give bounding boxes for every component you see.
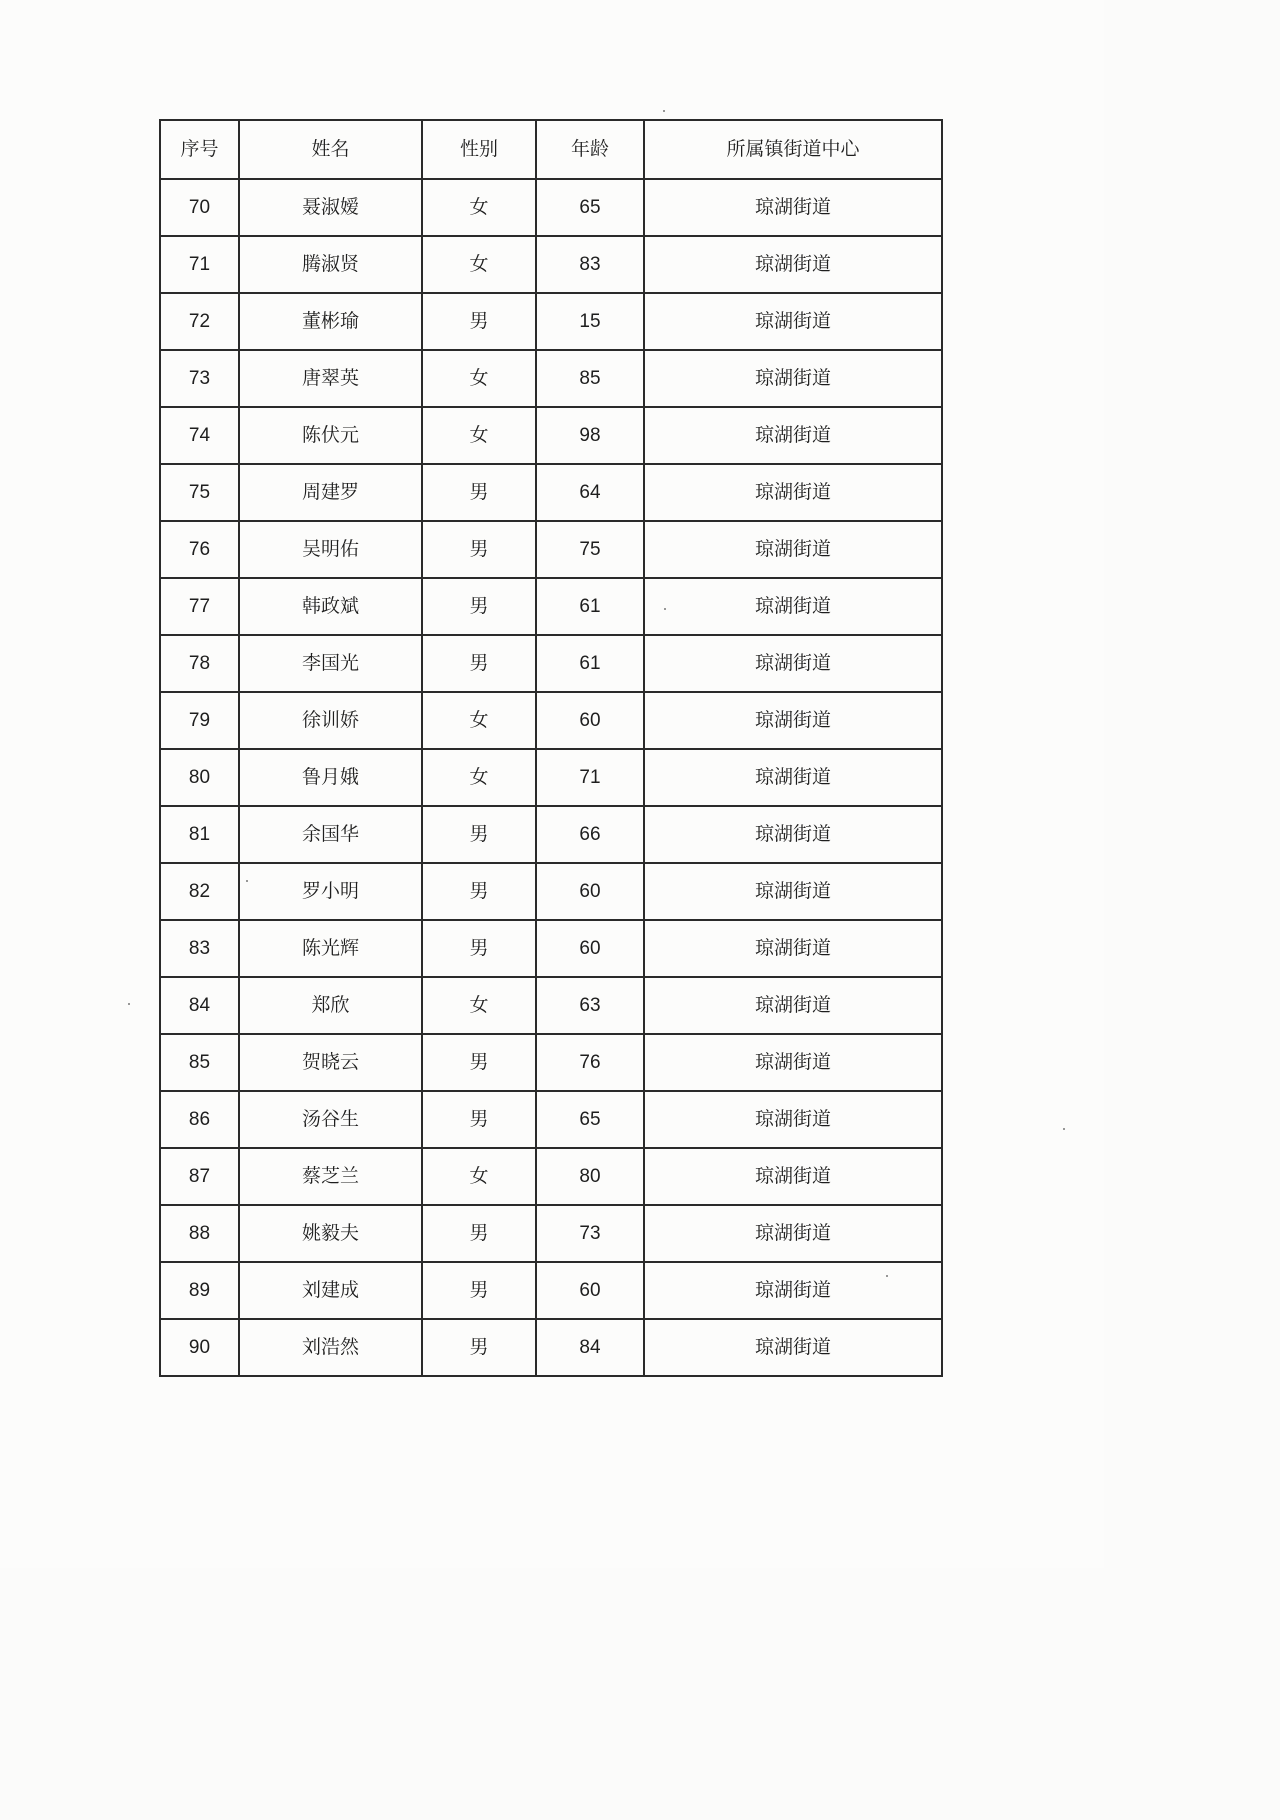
cell-gender: 女: [422, 236, 536, 293]
table-row: [160, 635, 942, 692]
table-row: [160, 1205, 942, 1262]
table-row: [160, 1262, 942, 1319]
cell-seq: 70: [160, 179, 239, 236]
cell-age: 75: [536, 521, 644, 578]
cell-seq: 75: [160, 464, 239, 521]
cell-street-center: 琼湖街道: [644, 806, 942, 863]
header-row: [160, 120, 942, 179]
cell-name: 蔡芝兰: [239, 1148, 422, 1205]
cell-street-center: 琼湖街道: [644, 350, 942, 407]
table-row: [160, 407, 942, 464]
cell-name: 姚毅夫: [239, 1205, 422, 1262]
cell-name: 董彬瑜: [239, 293, 422, 350]
table-row: [160, 293, 942, 350]
table-row: [160, 1319, 942, 1376]
cell-name: 陈光辉: [239, 920, 422, 977]
column-header-age: 年龄: [536, 120, 644, 179]
cell-age: 76: [536, 1034, 644, 1091]
cell-age: 60: [536, 920, 644, 977]
cell-seq: 84: [160, 977, 239, 1034]
cell-name: 吴明佑: [239, 521, 422, 578]
cell-seq: 76: [160, 521, 239, 578]
cell-street-center: 琼湖街道: [644, 179, 942, 236]
cell-street-center: 琼湖街道: [644, 1034, 942, 1091]
cell-gender: 男: [422, 806, 536, 863]
cell-age: 71: [536, 749, 644, 806]
cell-name: 李国光: [239, 635, 422, 692]
cell-gender: 女: [422, 977, 536, 1034]
cell-age: 61: [536, 635, 644, 692]
cell-gender: 男: [422, 1319, 536, 1376]
cell-seq: 80: [160, 749, 239, 806]
cell-age: 80: [536, 1148, 644, 1205]
table-row: [160, 179, 942, 236]
cell-seq: 73: [160, 350, 239, 407]
cell-street-center: 琼湖街道: [644, 635, 942, 692]
cell-age: 73: [536, 1205, 644, 1262]
cell-name: 郑欣: [239, 977, 422, 1034]
table-body: [160, 179, 942, 1376]
cell-gender: 男: [422, 1262, 536, 1319]
cell-name: 腾淑贤: [239, 236, 422, 293]
cell-gender: 男: [422, 464, 536, 521]
cell-street-center: 琼湖街道: [644, 1319, 942, 1376]
cell-seq: 82: [160, 863, 239, 920]
column-header-name: 姓名: [239, 120, 422, 179]
cell-age: 61: [536, 578, 644, 635]
cell-age: 85: [536, 350, 644, 407]
cell-gender: 女: [422, 179, 536, 236]
cell-age: 64: [536, 464, 644, 521]
table-row: [160, 350, 942, 407]
cell-age: 84: [536, 1319, 644, 1376]
cell-street-center: 琼湖街道: [644, 863, 942, 920]
cell-seq: 77: [160, 578, 239, 635]
cell-gender: 男: [422, 1091, 536, 1148]
cell-gender: 女: [422, 350, 536, 407]
cell-street-center: 琼湖街道: [644, 1148, 942, 1205]
table-row: [160, 236, 942, 293]
table-header: [160, 120, 942, 179]
cell-gender: 男: [422, 521, 536, 578]
cell-age: 60: [536, 692, 644, 749]
cell-name: 韩政斌: [239, 578, 422, 635]
table-row: [160, 920, 942, 977]
table-row: [160, 464, 942, 521]
cell-name: 徐训娇: [239, 692, 422, 749]
cell-seq: 79: [160, 692, 239, 749]
cell-street-center: 琼湖街道: [644, 692, 942, 749]
cell-street-center: 琼湖街道: [644, 236, 942, 293]
cell-street-center: 琼湖街道: [644, 749, 942, 806]
cell-street-center: 琼湖街道: [644, 1262, 942, 1319]
cell-gender: 男: [422, 635, 536, 692]
cell-name: 鲁月娥: [239, 749, 422, 806]
cell-street-center: 琼湖街道: [644, 1091, 942, 1148]
cell-street-center: 琼湖街道: [644, 977, 942, 1034]
cell-name: 刘浩然: [239, 1319, 422, 1376]
cell-seq: 81: [160, 806, 239, 863]
cell-age: 66: [536, 806, 644, 863]
cell-name: 余国华: [239, 806, 422, 863]
cell-seq: 74: [160, 407, 239, 464]
cell-name: 刘建成: [239, 1262, 422, 1319]
table-row: [160, 578, 942, 635]
table-row: [160, 749, 942, 806]
table-row: [160, 692, 942, 749]
cell-age: 15: [536, 293, 644, 350]
cell-age: 65: [536, 1091, 644, 1148]
cell-gender: 男: [422, 1205, 536, 1262]
cell-age: 98: [536, 407, 644, 464]
cell-gender: 男: [422, 293, 536, 350]
table-row: [160, 863, 942, 920]
cell-gender: 女: [422, 692, 536, 749]
cell-name: 汤谷生: [239, 1091, 422, 1148]
cell-name: 周建罗: [239, 464, 422, 521]
scan-speck: [1063, 1128, 1065, 1130]
scan-speck: [663, 110, 665, 112]
table-row: [160, 1091, 942, 1148]
cell-name: 罗小明: [239, 863, 422, 920]
cell-street-center: 琼湖街道: [644, 1205, 942, 1262]
cell-street-center: 琼湖街道: [644, 464, 942, 521]
cell-seq: 86: [160, 1091, 239, 1148]
table-row: [160, 1148, 942, 1205]
cell-seq: 72: [160, 293, 239, 350]
cell-name: 贺晓云: [239, 1034, 422, 1091]
cell-age: 60: [536, 1262, 644, 1319]
table-row: [160, 977, 942, 1034]
column-header-street-center: 所属镇街道中心: [644, 120, 942, 179]
roster-table: [159, 119, 943, 1377]
cell-gender: 女: [422, 749, 536, 806]
cell-name: 唐翠英: [239, 350, 422, 407]
cell-name: 陈伏元: [239, 407, 422, 464]
cell-seq: 89: [160, 1262, 239, 1319]
cell-seq: 90: [160, 1319, 239, 1376]
column-header-gender: 性别: [422, 120, 536, 179]
scan-speck: [128, 1003, 130, 1005]
cell-age: 63: [536, 977, 644, 1034]
cell-seq: 88: [160, 1205, 239, 1262]
cell-name: 聂淑嫒: [239, 179, 422, 236]
cell-gender: 男: [422, 863, 536, 920]
cell-age: 65: [536, 179, 644, 236]
cell-gender: 男: [422, 920, 536, 977]
cell-gender: 男: [422, 578, 536, 635]
table-row: [160, 806, 942, 863]
cell-gender: 女: [422, 407, 536, 464]
table-row: [160, 1034, 942, 1091]
cell-seq: 83: [160, 920, 239, 977]
cell-age: 83: [536, 236, 644, 293]
cell-street-center: 琼湖街道: [644, 920, 942, 977]
cell-street-center: 琼湖街道: [644, 521, 942, 578]
cell-seq: 71: [160, 236, 239, 293]
cell-street-center: 琼湖街道: [644, 293, 942, 350]
cell-seq: 78: [160, 635, 239, 692]
column-header-seq: 序号: [160, 120, 239, 179]
cell-gender: 女: [422, 1148, 536, 1205]
cell-gender: 男: [422, 1034, 536, 1091]
cell-seq: 85: [160, 1034, 239, 1091]
cell-street-center: 琼湖街道: [644, 407, 942, 464]
cell-age: 60: [536, 863, 644, 920]
cell-street-center: 琼湖街道: [644, 578, 942, 635]
cell-seq: 87: [160, 1148, 239, 1205]
table-row: [160, 521, 942, 578]
